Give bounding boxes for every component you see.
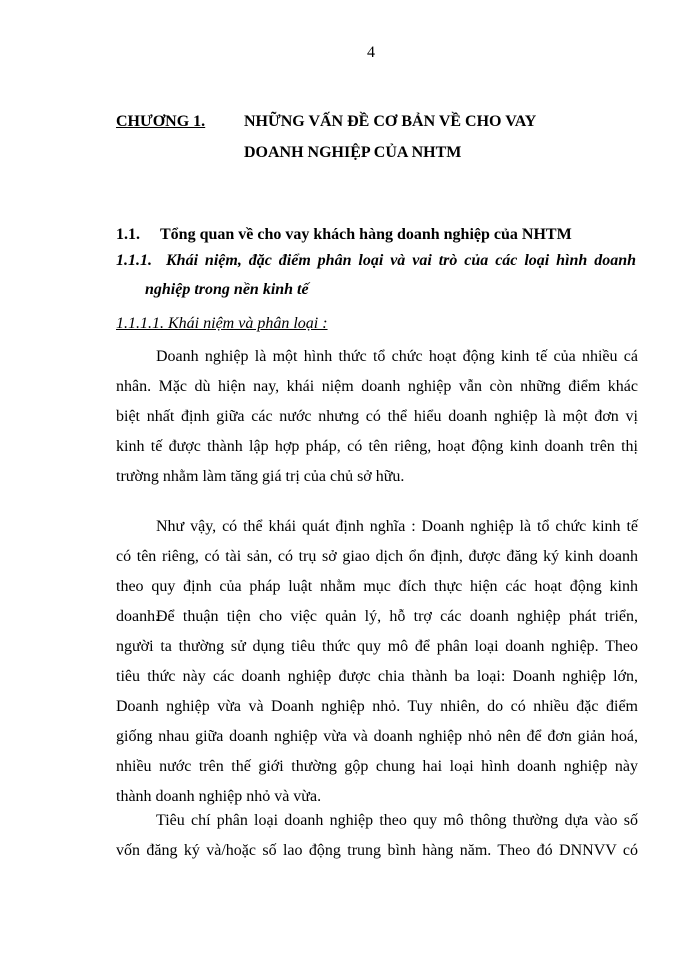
chapter-label: CHƯƠNG 1. bbox=[116, 113, 206, 130]
paragraph-line: thành doanh nghiệp nhỏ và vừa. bbox=[116, 788, 322, 805]
subsection-number: 1.1.1. bbox=[116, 252, 152, 269]
paragraph-1 bbox=[116, 342, 638, 492]
paragraph-line: tiêu thức này các doanh nghiệp được chia thành ba loại: Doanh nghiệp lớn, bbox=[116, 668, 638, 685]
paragraph-line: Doanh nghiệp là một hình thức tổ chức hoạt động kinh tế của nhiều cá bbox=[156, 348, 638, 365]
chapter-title-line-1: NHỮNG VẤN ĐỀ CƠ BẢN VỀ CHO VAY bbox=[244, 113, 537, 130]
paragraph-line: biệt nhất định giữa các nước nhưng có thể hiểu doanh nghiệp là một đơn vị bbox=[116, 408, 638, 425]
section-number: 1.1. bbox=[116, 226, 140, 243]
chapter-title-line-2: DOANH NGHIỆP CỦA NHTM bbox=[244, 144, 462, 161]
paragraph-line: vốn đăng ký và/hoặc số lao động trung bình hàng năm. Theo đó DNNVV có bbox=[116, 842, 638, 859]
paragraph-line: có tên riêng, có tài sản, có trụ sở giao dịch ổn định, được đăng ký kinh doanh bbox=[116, 548, 638, 565]
subsection-title-line-2: nghiệp trong nền kinh tế bbox=[145, 281, 309, 298]
paragraph-line: Như vậy, có thể khái quát định nghĩa : Doanh nghiệp là tổ chức kinh tế bbox=[156, 518, 638, 535]
paragraph-line: theo quy định của pháp luật nhằm mục đích thực hiện các hoạt động kinh bbox=[116, 578, 638, 595]
subsubsection-heading: 1.1.1.1. Khái niệm và phân loại : bbox=[116, 315, 328, 332]
page-number: 4 bbox=[367, 44, 375, 61]
paragraph-3 bbox=[116, 602, 638, 812]
paragraph-line: trường nhằm làm tăng giá trị của chủ sở hữu. bbox=[116, 468, 405, 485]
paragraph-line: nhiều nước trên thế giới thường gộp chung hai loại hình doanh nghiệp này bbox=[116, 758, 638, 775]
paragraph-line: Để thuận tiện cho việc quản lý, hỗ trợ các doanh nghiệp phát triển, bbox=[156, 608, 638, 625]
subsection-title-line-1: Khái niệm, đặc điểm phân loại và vai trò của các loại hình doanh bbox=[166, 252, 636, 269]
paragraph-line: nhân. Mặc dù hiện nay, khái niệm doanh nghiệp vẫn còn những điểm khác bbox=[116, 378, 638, 395]
paragraph-line: Tiêu chí phân loại doanh nghiệp theo quy mô thông thường dựa vào số bbox=[156, 812, 638, 829]
paragraph-4 bbox=[116, 806, 638, 866]
paragraph-line: Doanh nghiệp vừa và Doanh nghiệp nhỏ. Tuy nhiên, do có nhiều đặc điểm bbox=[116, 698, 638, 715]
paragraph-line: người ta thường sử dụng tiêu thức quy mô để phân loại doanh nghiệp. Theo bbox=[116, 638, 638, 655]
paragraph-line: kinh tế được thành lập hợp pháp, có tên riêng, hoạt động kinh doanh trên thị bbox=[116, 438, 638, 455]
paragraph-line: doanh. bbox=[116, 608, 160, 625]
paragraph-line: giống nhau giữa doanh nghiệp vừa và doanh nghiệp nhỏ nên để đơn giản hoá, bbox=[116, 728, 638, 745]
section-title: Tổng quan về cho vay khách hàng doanh nghiệp của NHTM bbox=[160, 226, 572, 243]
